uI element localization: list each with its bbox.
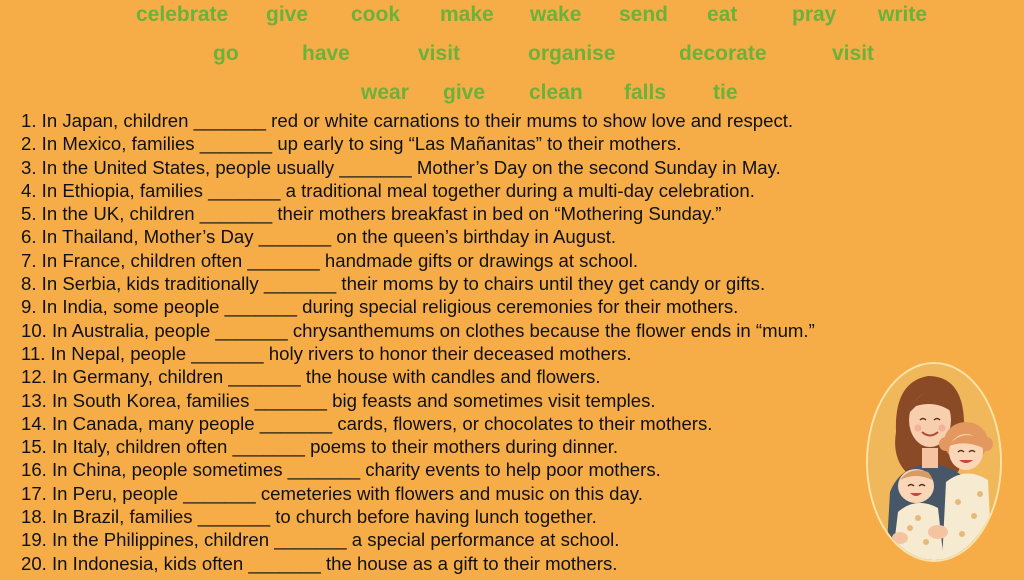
word-bank-item: falls [624, 81, 667, 104]
word-bank-item: wear [361, 81, 409, 104]
word-bank-item: wake [530, 3, 582, 26]
sentence-item: 14. In Canada, many people _______ cards, flowers, or chocolates to their mothers. [21, 412, 713, 434]
word-bank-item: cook [351, 3, 401, 26]
sentence-item: 13. In South Korea, families _______ big feasts and sometimes visit temples. [21, 389, 656, 411]
sentence-item: 16. In China, people sometimes _______ charity events to help poor mothers. [21, 459, 661, 481]
word-bank-item: organise [528, 42, 616, 65]
sentence-item: 8. In Serbia, kids traditionally _______ their moms by to chairs until they get candy or gifts. [21, 273, 766, 295]
mother-with-children-illustration-icon [866, 362, 1002, 562]
sentence-item: 18. In Brazil, families _______ to church before having lunch together. [21, 506, 597, 528]
word-bank-item: pray [792, 3, 837, 26]
word-bank-item: visit [418, 42, 461, 65]
sentence-item: 19. In the Philippines, children _______ a special performance at school. [21, 529, 620, 551]
word-bank-item: celebrate [136, 3, 229, 26]
sentence-item: 1. In Japan, children _______ red or white carnations to their mums to show love and respect. [21, 110, 794, 131]
sentence-item: 6. In Thailand, Mother’s Day _______ on the queen’s birthday in August. [21, 226, 617, 248]
word-bank-item: send [619, 3, 669, 26]
word-bank-item: write [878, 3, 928, 26]
word-bank-item: make [440, 3, 494, 26]
word-bank-item: visit [832, 42, 875, 65]
word-bank-item: give [443, 81, 486, 104]
sentence-list [21, 109, 815, 575]
sentence-item: 4. In Ethiopia, families _______ a traditional meal together during a multi-day celebration. [21, 179, 755, 201]
sentence-item: 5. In the UK, children _______ their mothers breakfast in bed on “Mothering Sunday.” [21, 203, 722, 225]
word-bank-item: eat [707, 3, 738, 26]
sentence-item: 12. In Germany, children _______ the house with candles and flowers. [21, 366, 601, 388]
word-bank-item: give [266, 3, 309, 26]
word-bank-item: clean [529, 81, 583, 104]
sentence-item: 9. In India, some people _______ during special religious ceremonies for their mothers. [21, 296, 739, 318]
sentence-item: 15. In Italy, children often _______ poems to their mothers during dinner. [21, 436, 619, 458]
sentence-item: 2. In Mexico, families _______ up early to sing “Las Mañanitas” to their mothers. [21, 133, 682, 155]
sentence-item: 3. In the United States, people usually _______ Mother’s Day on the second Sunday in May. [21, 156, 781, 178]
word-bank-item: have [302, 42, 350, 65]
sentence-item: 11. In Nepal, people _______ holy rivers to honor their deceased mothers. [21, 342, 632, 364]
word-bank-item: tie [713, 81, 738, 104]
sentence-item: 20. In Indonesia, kids often _______ the house as a gift to their mothers. [21, 552, 618, 574]
sentence-item: 10. In Australia, people _______ chrysanthemums on clothes because the flower ends in “mum.” [21, 319, 815, 341]
word-bank-item: decorate [679, 42, 767, 65]
word-bank-item: go [213, 42, 239, 65]
sentence-item: 7. In France, children often _______ handmade gifts or drawings at school. [21, 249, 639, 271]
sentence-item: 17. In Peru, people _______ cemeteries with flowers and music on this day. [21, 482, 643, 504]
